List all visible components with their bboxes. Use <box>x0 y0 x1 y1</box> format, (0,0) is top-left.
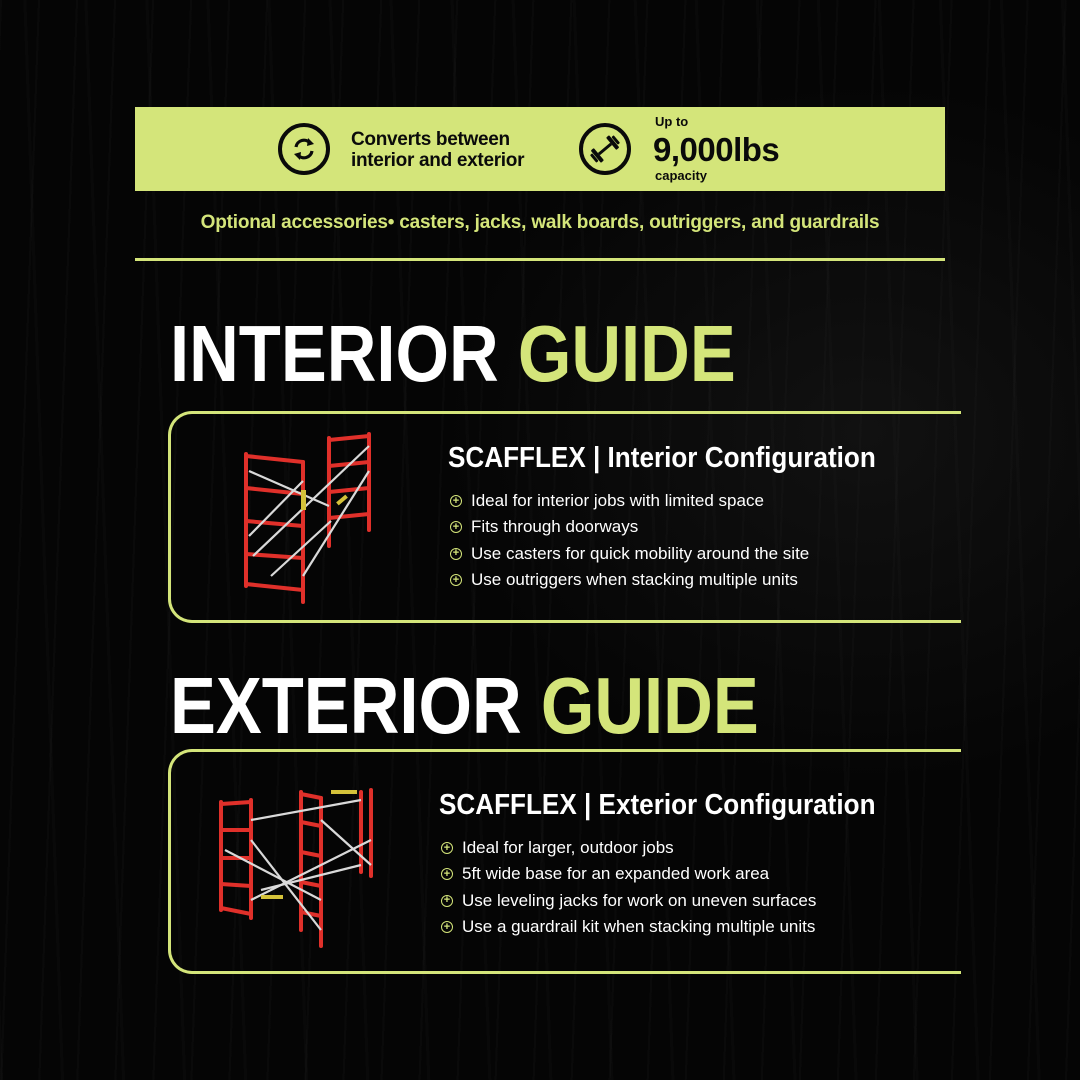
exterior-config-card <box>168 749 961 974</box>
exterior-guide-title <box>170 661 759 750</box>
capacity-suffix: capacity <box>655 168 708 183</box>
refresh-arrows-icon <box>278 123 330 175</box>
list-item: + Use a guardrail kit when stacking multiple units <box>441 914 816 940</box>
exterior-title-main: EXTERIOR <box>170 661 522 750</box>
list-item: + Use outriggers when stacking multiple units <box>450 567 809 593</box>
list-item: + Ideal for larger, outdoor jobs <box>441 835 816 861</box>
plus-circle-icon: + <box>441 868 453 880</box>
list-item: + Fits through doorways <box>450 514 809 540</box>
plus-circle-icon: + <box>450 521 462 533</box>
section-divider <box>135 258 945 261</box>
exterior-card-title: SCAFFLEX | Exterior Configuration <box>439 789 876 821</box>
list-item: + Use casters for quick mobility around the site <box>450 541 809 567</box>
plus-circle-icon: + <box>441 921 453 933</box>
list-item: + 5ft wide base for an expanded work area <box>441 861 816 887</box>
exterior-bullet-list <box>441 835 816 940</box>
exterior-scaffold-image <box>211 780 391 960</box>
plus-circle-icon: + <box>450 495 462 507</box>
accessories-line: Optional accessories• casters, jacks, walk boards, outriggers, and guardrails <box>200 212 880 233</box>
interior-title-accent: GUIDE <box>517 309 736 398</box>
capacity-value: 9,000lbs <box>653 131 780 168</box>
interior-config-card <box>168 411 961 623</box>
interior-title-main: INTERIOR <box>170 309 499 398</box>
list-item: + Use leveling jacks for work on uneven surfaces <box>441 888 816 914</box>
interior-guide-title <box>170 309 736 398</box>
feature-convert-text: Converts between interior and exterior <box>351 129 525 171</box>
feature-banner <box>135 107 945 191</box>
dumbbell-icon <box>579 123 631 175</box>
plus-circle-icon: + <box>450 548 462 560</box>
capacity-prefix: Up to <box>655 114 689 129</box>
interior-scaffold-image <box>231 426 391 606</box>
list-item: + Ideal for interior jobs with limited space <box>450 488 809 514</box>
plus-circle-icon: + <box>441 842 453 854</box>
exterior-title-accent: GUIDE <box>540 661 759 750</box>
interior-card-title: SCAFFLEX | Interior Configuration <box>448 442 876 474</box>
plus-circle-icon: + <box>441 895 453 907</box>
interior-bullet-list <box>450 488 809 593</box>
plus-circle-icon: + <box>450 574 462 586</box>
